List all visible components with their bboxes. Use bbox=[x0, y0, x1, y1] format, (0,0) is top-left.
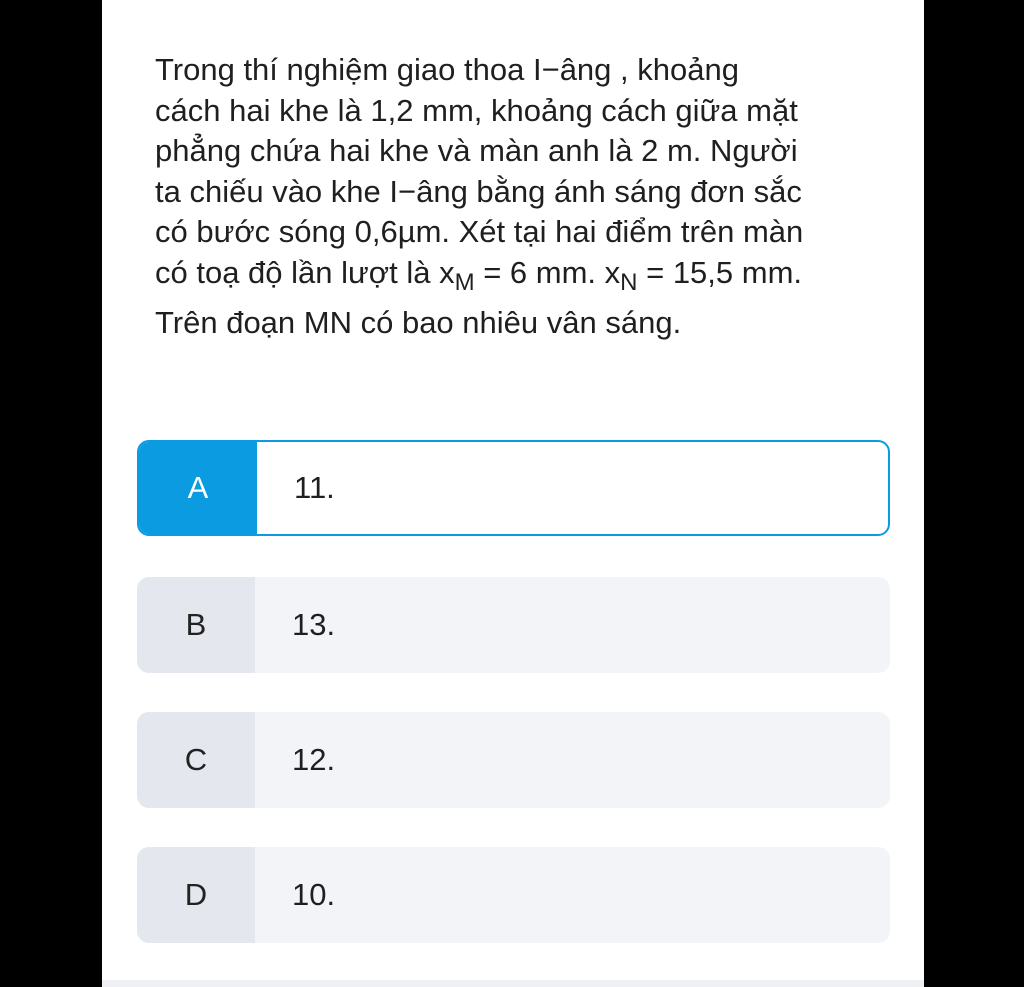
option-text: 12. bbox=[292, 742, 336, 777]
option-b-button[interactable] bbox=[137, 577, 890, 673]
option-letter: A bbox=[139, 442, 257, 534]
option-text: 11. bbox=[294, 470, 335, 505]
subscript-m: M bbox=[454, 268, 475, 296]
quiz-card bbox=[102, 0, 924, 980]
option-a-button[interactable] bbox=[137, 440, 890, 536]
bottom-divider bbox=[102, 980, 924, 987]
question-line: = 15,5 mm. bbox=[637, 254, 803, 290]
option-c-button[interactable] bbox=[137, 712, 890, 808]
question-line: cách hai khe là 1,2 mm, khoảng cách giữa mặt bbox=[155, 92, 798, 128]
question-line: có bước sóng 0,6µm. Xét tại hai điểm trên màn bbox=[155, 214, 804, 249]
question-line: phẳng chứa hai khe và màn anh là 2 m. Người bbox=[155, 133, 798, 168]
question-line: có toạ độ lần lượt là x bbox=[155, 254, 455, 290]
question-line: = 6 mm. x bbox=[474, 254, 621, 290]
subscript-n: N bbox=[620, 268, 638, 296]
option-letter: B bbox=[137, 577, 255, 673]
option-text: 10. bbox=[292, 877, 336, 912]
question-text bbox=[155, 50, 885, 344]
option-d-button[interactable] bbox=[137, 847, 890, 943]
option-text: 13. bbox=[292, 607, 336, 642]
question-line: Trong thí nghiệm giao thoa I−âng , khoảng bbox=[155, 52, 739, 87]
question-line: ta chiếu vào khe I−âng bằng ánh sáng đơn sắc bbox=[155, 173, 802, 209]
option-letter: D bbox=[137, 847, 255, 943]
option-letter: C bbox=[137, 712, 255, 808]
question-line: Trên đoạn MN có bao nhiêu vân sáng. bbox=[155, 305, 682, 340]
